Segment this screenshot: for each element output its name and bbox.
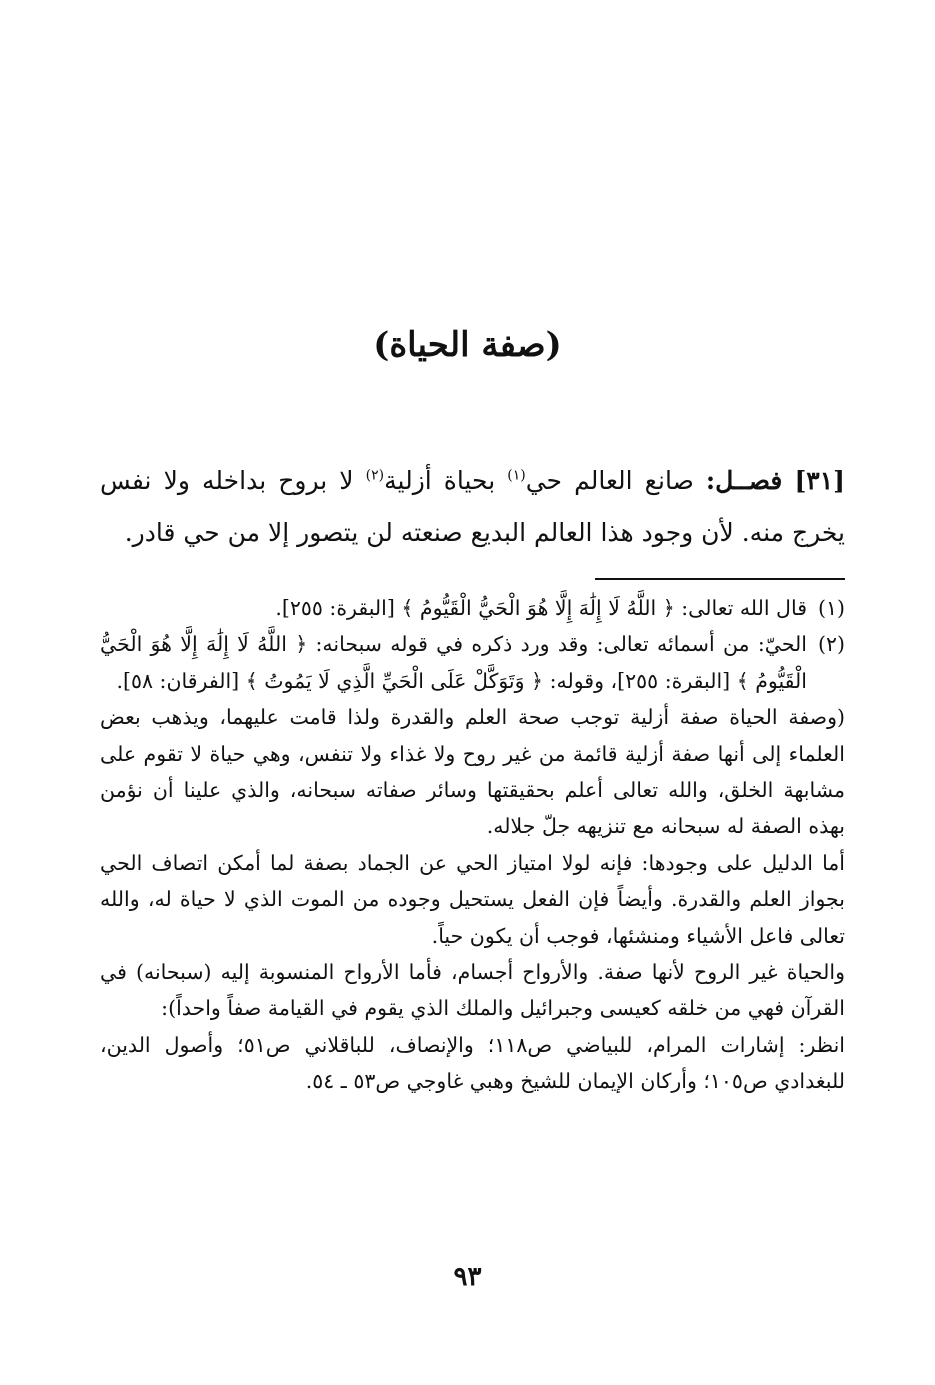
main-text-part-1: صانع العالم حي	[525, 466, 694, 495]
footnote-1	[100, 590, 845, 626]
footnote-2-paragraph-1: (وصفة الحياة صفة أزلية توجب صحة العلم والقدرة ولذا قامت عليهما، ويذهب بعض العلماء إلى أنها صفة أزلية قائمة من غير روح ولا غذاء ولا تنفس، وهي حياة لا تقوم على مشابهة الخلق، والله تعالى أعلم بحقيقتها وسائر صفاته سبحانه، والذي علينا أن نؤمن بهذه الصفة له سبحانه مع تنزيهه جلّ جلاله.	[100, 705, 845, 839]
footnote-1-text: قال الله تعالى: ﴿ اللَّهُ لَا إِلَٰهَ إِلَّا هُوَ الْحَيُّ الْقَيُّومُ ﴾ [البقرة: ٢٥٥].	[275, 596, 807, 620]
main-paragraph	[100, 455, 845, 559]
section-number: [٣١]	[794, 466, 845, 495]
footnote-2-text: الحيّ: من أسمائه تعالى: وقد ورد ذكره في قوله سبحانه: ﴿ اللَّهُ لَا إِلَٰهَ إِلَّا هُوَ الْحَيُّ الْقَيُّومُ ﴾ [البقرة: ٢٥٥]، وقوله: ﴿ وَتَوَكَّلْ عَلَى الْحَيِّ الَّذِي لَا يَمُوتُ ﴾ [الفرقان: ٥٨].	[100, 632, 807, 693]
footnote-1-number: (١)	[817, 596, 845, 620]
main-text-part-3: لا بروح بداخله ولا نفس يخرج منه. لأن وجود هذا العالم البديع صنعته لن يتصور إلا من حي قادر.	[100, 466, 845, 547]
page-number: ٩٣	[453, 1262, 482, 1292]
footnote-2-number: (٢)	[817, 632, 845, 657]
footnote-2-references: انظر: إشارات المرام، للبياضي ص١١٨؛ والإنصاف، للباقلاني ص٥١؛ وأصول الدين، للبغدادي ص١٠٥؛ وأركان الإيمان للشيخ وهبي غاوجي ص٥٣ ـ ٥٤.	[100, 1032, 845, 1094]
section-title: (صفة الحياة)	[373, 325, 562, 365]
footnote-ref-1[interactable]: (١)	[507, 467, 526, 484]
footnote-2-paragraph-2: أما الدليل على وجودها: فإنه لولا امتياز الحي عن الجماد بصفة لما أمكن اتصاف الحي بجواز العلم والقدرة. وأيضاً فإن الفعل يستحيل وجوده من الموت الذي لا حياة له، والله تعالى فاعل الأشياء ومنشئها، فوجب أن يكون حياً.	[100, 850, 845, 948]
footnotes	[100, 590, 845, 1100]
main-text-part-2: بحياة أزلية	[384, 466, 496, 495]
section-heading: فصــل:	[705, 466, 783, 495]
footnote-separator	[595, 578, 845, 580]
footnote-2	[100, 626, 845, 699]
footnote-ref-2[interactable]: (٢)	[365, 467, 385, 484]
footnote-2-paragraph-3: والحياة غير الروح لأنها صفة. والأرواح أجسام، فأما الأرواح المنسوبة إليه (سبحانه) في القرآن فهي من خلقه كعيسى وجبرائيل والملك الذي يقوم في القيامة صفاً واحداً):	[100, 960, 845, 1021]
